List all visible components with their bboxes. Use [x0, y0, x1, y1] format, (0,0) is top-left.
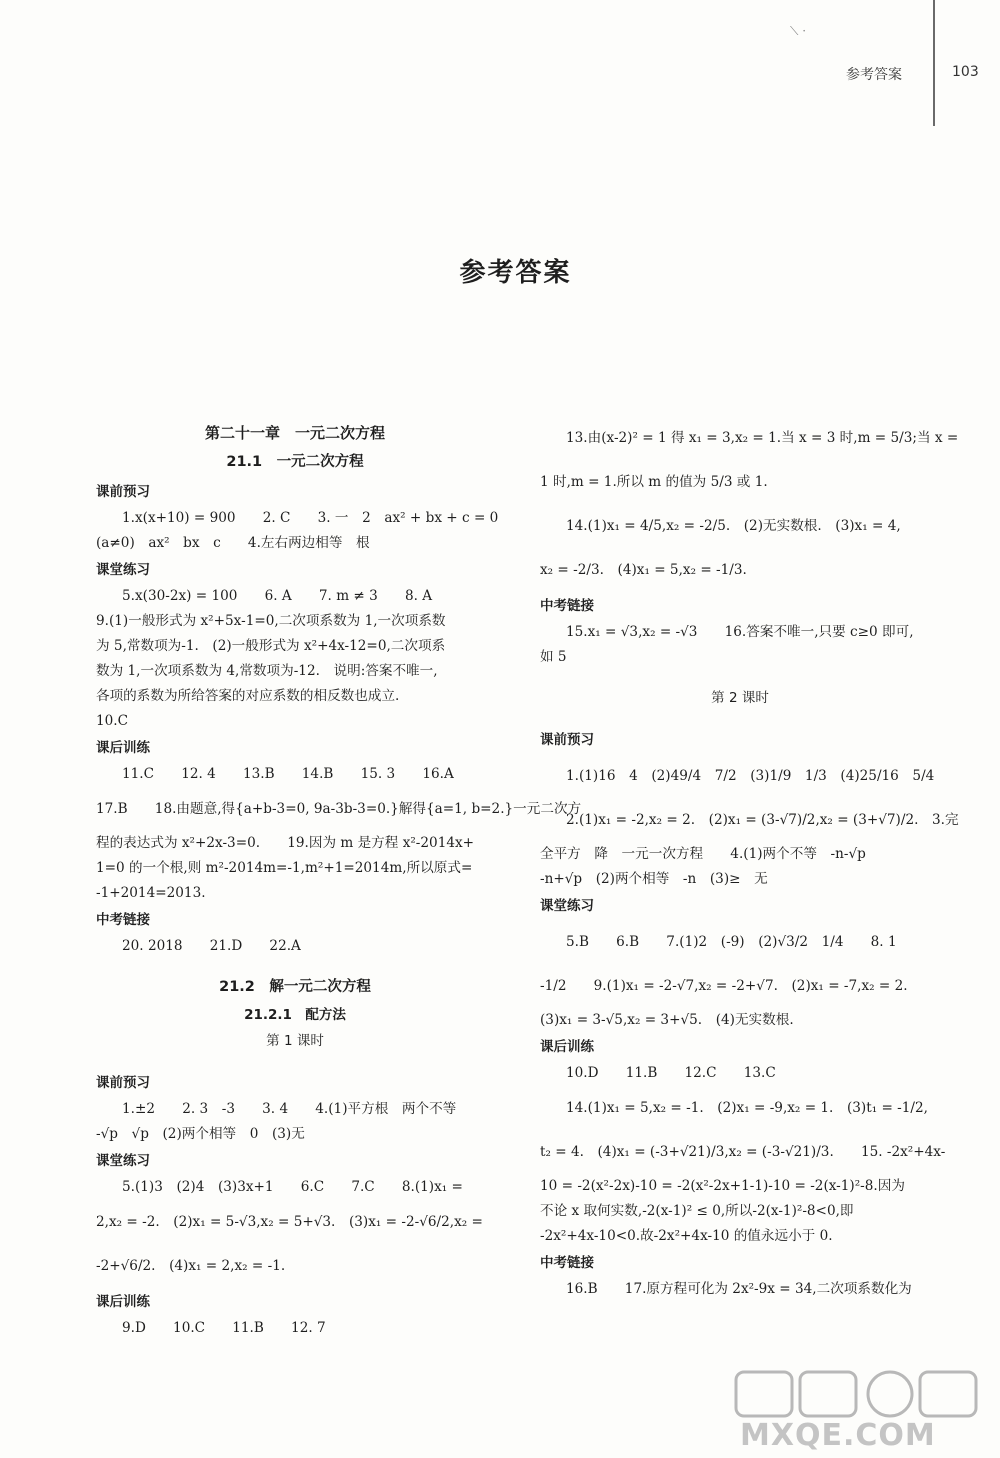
- answer-line: 9.D 10.C 11.B 12. 7: [122, 1320, 326, 1336]
- answer-line: 2,x₂ = -2. (2)x₁ = 5-√3,x₂ = 5+√3. (3)x₁ = -2-√6/2,x₂ =: [96, 1214, 483, 1230]
- answer-line: 9.(1)一般形式为 x²+5x-1=0,二次项系数为 1,一次项系数: [96, 613, 446, 629]
- answer-line: -n+√p (2)两个相等 -n (3)≥ 无: [540, 871, 768, 887]
- answer-line: 不论 x 取何实数,-2(x-1)² ≤ 0,所以-2(x-1)²-8<0,即: [540, 1203, 854, 1219]
- answer-line: -√p √p (2)两个相等 0 (3)无: [96, 1126, 305, 1142]
- answer-line: x₂ = -2/3. (4)x₁ = 5,x₂ = -1/3.: [540, 562, 747, 578]
- answer-line: 程的表达式为 x²+2x-3=0. 19.因为 m 是方程 x²-2014x+: [96, 835, 475, 851]
- right-column: [540, 416, 959, 1302]
- answer-line: 20. 2018 21.D 22.A: [122, 938, 301, 954]
- subheading: 课前预习: [540, 732, 594, 748]
- answer-line: (a≠0) ax² bx c 4.左右两边相等 根: [96, 535, 370, 551]
- answer-line: 11.C 12. 4 13.B 14.B 15. 3 16.A: [122, 766, 454, 782]
- page-title: 参考答案: [459, 258, 572, 288]
- answer-line: 10 = -2(x²-2x)-10 = -2(x²-2x+1-1)-10 = -2(x-1)²-8.因为: [540, 1178, 905, 1194]
- answer-line: 13.由(x-2)² = 1 得 x₁ = 3,x₂ = 1.当 x = 3 时,m = 5/3;当 x =: [566, 430, 959, 446]
- answer-line: 1=0 的一个根,则 m²-2014m=-1,m²+1=2014m,所以原式=: [96, 860, 473, 876]
- answer-line: 为 5,常数项为-1. (2)一般形式为 x²+4x-12=0,二次项系: [96, 638, 446, 654]
- subheading: 课堂练习: [540, 898, 594, 914]
- subheading: 课前预习: [96, 1075, 150, 1091]
- answer-line: 17.B 18.由题意,得{a+b-3=0, 9a-3b-3=0.}解得{a=1, b=2.}一元二次方: [96, 801, 582, 817]
- answer-line: 各项的系数为所给答案的对应系数的相反数也成立.: [96, 688, 400, 704]
- answer-line: t₂ = 4. (4)x₁ = (-3+√21)/3,x₂ = (-3-√21)/3. 15. -2x²+4x-: [540, 1144, 946, 1160]
- answer-line: 1 时,m = 1.所以 m 的值为 5/3 或 1.: [540, 474, 768, 490]
- answer-line: 如 5: [540, 649, 567, 665]
- lesson-heading: 第 2 课时: [711, 690, 769, 706]
- answer-line: 5.x(30-2x) = 100 6. A 7. m ≠ 3 8. A: [122, 588, 433, 604]
- watermark-text: MXQE.COM: [740, 1418, 936, 1453]
- subheading: 课后训练: [96, 1294, 150, 1310]
- answer-line: 10.D 11.B 12.C 13.C: [566, 1065, 776, 1081]
- answer-line: 5.B 6.B 7.(1)2 (-9) (2)√3/2 1/4 8. 1: [566, 934, 897, 950]
- answer-line: 16.B 17.原方程可化为 2x²-9x = 34,二次项系数化为: [566, 1281, 912, 1297]
- answer-line: 15.x₁ = √3,x₂ = -√3 16.答案不唯一,只要 c≥0 即可,: [566, 624, 914, 640]
- answer-line: 1.x(x+10) = 900 2. C 3. 一 2 ax² + bx + c = 0: [122, 510, 499, 526]
- subheading: 课堂练习: [96, 562, 150, 578]
- answer-line: (3)x₁ = 3-√5,x₂ = 3+√5. (4)无实数根.: [540, 1012, 794, 1028]
- answer-line: -2+√6/2. (4)x₁ = 2,x₂ = -1.: [96, 1258, 286, 1274]
- chapter-heading: 第二十一章 一元二次方程: [204, 424, 385, 442]
- answer-line: -2x²+4x-10<0.故-2x²+4x-10 的值永远小于 0.: [540, 1228, 833, 1244]
- answer-line: 全平方 降 一元一次方程 4.(1)两个不等 -n-√p: [540, 846, 866, 862]
- answer-line: 14.(1)x₁ = 5,x₂ = -1. (2)x₁ = -9,x₂ = 1. (3)t₁ = -1/2,: [566, 1100, 928, 1116]
- scuff-mark: ⟍ ·: [790, 24, 807, 38]
- answer-line: 5.(1)3 (2)4 (3)3x+1 6.C 7.C 8.(1)x₁ =: [122, 1179, 463, 1195]
- subheading: 课后训练: [540, 1039, 594, 1055]
- subheading: 中考链接: [96, 912, 150, 928]
- answer-line: 14.(1)x₁ = 4/5,x₂ = -2/5. (2)无实数根. (3)x₁ = 4,: [566, 518, 901, 534]
- page-number: 103: [952, 64, 979, 80]
- lesson-heading: 第 1 课时: [266, 1033, 324, 1049]
- subheading: 课堂练习: [96, 1153, 150, 1169]
- header-label: 参考答案: [846, 67, 902, 83]
- answer-line: -1+2014=2013.: [96, 885, 206, 901]
- answer-line: 2.(1)x₁ = -2,x₂ = 2. (2)x₁ = (3-√7)/2,x₂ = (3+√7)/2. 3.完: [566, 812, 959, 828]
- subheading: 中考链接: [540, 598, 594, 614]
- section-heading: 21.1 一元二次方程: [226, 454, 364, 470]
- answer-line: 数为 1,一次项系数为 4,常数项为-12. 说明:答案不唯一,: [96, 663, 438, 679]
- subheading: 课后训练: [96, 740, 150, 756]
- section-heading: 21.2 解一元二次方程: [219, 979, 371, 995]
- subheading: 课前预习: [96, 484, 150, 500]
- answer-line: 1.±2 2. 3 -3 3. 4 4.(1)平方根 两个不等: [122, 1101, 457, 1117]
- answer-line: -1/2 9.(1)x₁ = -2-√7,x₂ = -2+√7. (2)x₁ = -7,x₂ = 2.: [540, 978, 908, 994]
- answer-line: 10.C: [96, 713, 129, 729]
- answer-line: 1.(1)16 4 (2)49/4 7/2 (3)1/9 1/3 (4)25/16 5/4: [566, 768, 935, 784]
- subsection-heading: 21.2.1 配方法: [244, 1007, 346, 1023]
- subheading: 中考链接: [540, 1255, 594, 1271]
- header-divider: [933, 0, 935, 126]
